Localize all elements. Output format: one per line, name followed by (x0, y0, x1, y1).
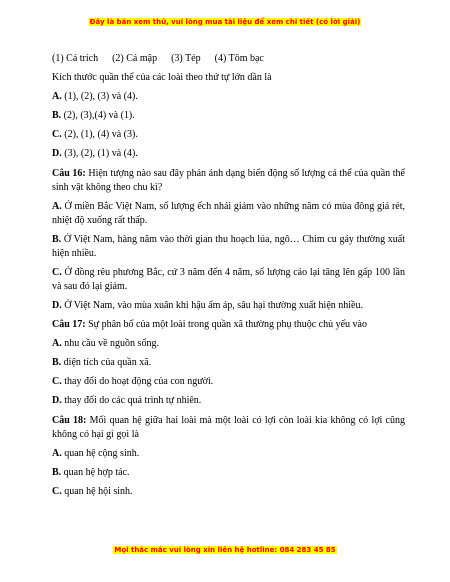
question-label: Câu 16: (52, 167, 86, 179)
option-text: (1), (2), (3) và (4). (61, 91, 138, 103)
option-letter: C. (52, 376, 62, 388)
hotline-footer-banner (0, 546, 450, 554)
option-letter: A. (52, 200, 62, 212)
preview-notice-banner (0, 18, 450, 26)
question-label: Câu 18: (52, 414, 87, 426)
answer-option (52, 128, 405, 142)
question-16 (52, 167, 405, 195)
question-17 (52, 318, 405, 332)
option-text: Ở Việt Nam, vào mùa xuân khi hậu ấm áp, sâu hại thường xuất hiện nhiều. (61, 299, 363, 311)
option-text: Ở miền Bắc Việt Nam, số lượng ếch nhái giảm vào những năm có mùa đông giá rét, nhiệt độ xuống rất thấp. (52, 200, 405, 226)
option-letter: D. (52, 299, 62, 311)
question-text: Sự phân bố của một loài trong quần xã thường phụ thuộc chủ yếu vào (85, 319, 367, 331)
option-text: quan hệ hội sinh. (61, 485, 133, 497)
answer-option (52, 356, 405, 370)
answer-option (52, 375, 405, 389)
species-item: (2) Cá mập (112, 53, 158, 64)
answer-option (52, 90, 405, 104)
answer-option (52, 485, 405, 499)
option-text: Ở Việt Nam, hàng năm vào thời gian thu hoạch lúa, ngô… Chim cu gáy thường xuất hiện nhiều. (52, 233, 405, 259)
question-prompt: Kích thước quần thể của các loài theo thứ tự lớn dần là (52, 72, 272, 84)
species-item: (3) Tép (171, 53, 201, 64)
option-letter: C. (52, 266, 62, 278)
option-letter: B. (52, 357, 62, 369)
answer-option (52, 233, 405, 261)
question-text: Mối quan hệ giữa hai loài mà một loài có lợi còn loài kia không có lợi cũng không có hại gì gọi là (52, 414, 405, 440)
question-18 (52, 414, 405, 442)
answer-option (52, 147, 405, 161)
option-text: (2), (1), (4) và (3). (61, 129, 138, 141)
option-text: thay đổi do hoạt động của con người. (61, 376, 214, 388)
answer-option (52, 394, 405, 408)
answer-option (52, 266, 405, 294)
option-text: quan hệ cộng sinh. (61, 447, 140, 459)
option-letter: B. (52, 233, 62, 245)
option-letter: A. (52, 447, 62, 459)
species-item: (1) Cá trích (52, 53, 99, 64)
question-text: Hiện tượng nào sau đây phản ánh dạng biến động số lượng cá thể của quần thể sinh vật không theo chu kì? (52, 167, 405, 193)
option-letter: C. (52, 485, 62, 497)
option-letter: C. (52, 129, 62, 141)
option-letter: A. (52, 91, 62, 103)
answer-option (52, 200, 405, 228)
answer-option (52, 299, 405, 313)
document-body (52, 52, 405, 504)
species-list (52, 52, 405, 66)
question-label: Câu 17: (52, 319, 86, 331)
hotline-text: Mọi thắc mắc vui lòng xin liên hệ hotline: 084 283 45 85 (114, 546, 336, 554)
preview-notice-text: Đây là bản xem thử, vui lòng mua tài liệu để xem chi tiết (có lời giải) (89, 18, 361, 26)
option-letter: A. (52, 338, 62, 350)
option-text: diện tích của quần xã. (61, 357, 152, 369)
answer-option (52, 337, 405, 351)
option-letter: D. (52, 395, 62, 407)
option-text: (3), (2), (1) và (4). (61, 148, 138, 160)
answer-option (52, 109, 405, 123)
option-text: nhu cầu về nguồn sống. (61, 338, 159, 350)
option-text: (2), (3),(4) và (1). (61, 110, 135, 122)
option-text: thay đổi do các quá trình tự nhiên. (61, 395, 202, 407)
option-letter: B. (52, 110, 62, 122)
option-text: quan hệ hợp tác. (61, 466, 130, 478)
option-letter: B. (52, 466, 62, 478)
answer-option (52, 466, 405, 480)
option-text: Ở đồng rêu phương Bắc, cứ 3 năm đến 4 năm, số lượng cáo lại tăng lên gấp 100 lần và sau đó lại giảm. (52, 266, 405, 292)
answer-option (52, 447, 405, 461)
species-item: (4) Tôm bạc (214, 53, 264, 64)
option-letter: D. (52, 148, 62, 160)
